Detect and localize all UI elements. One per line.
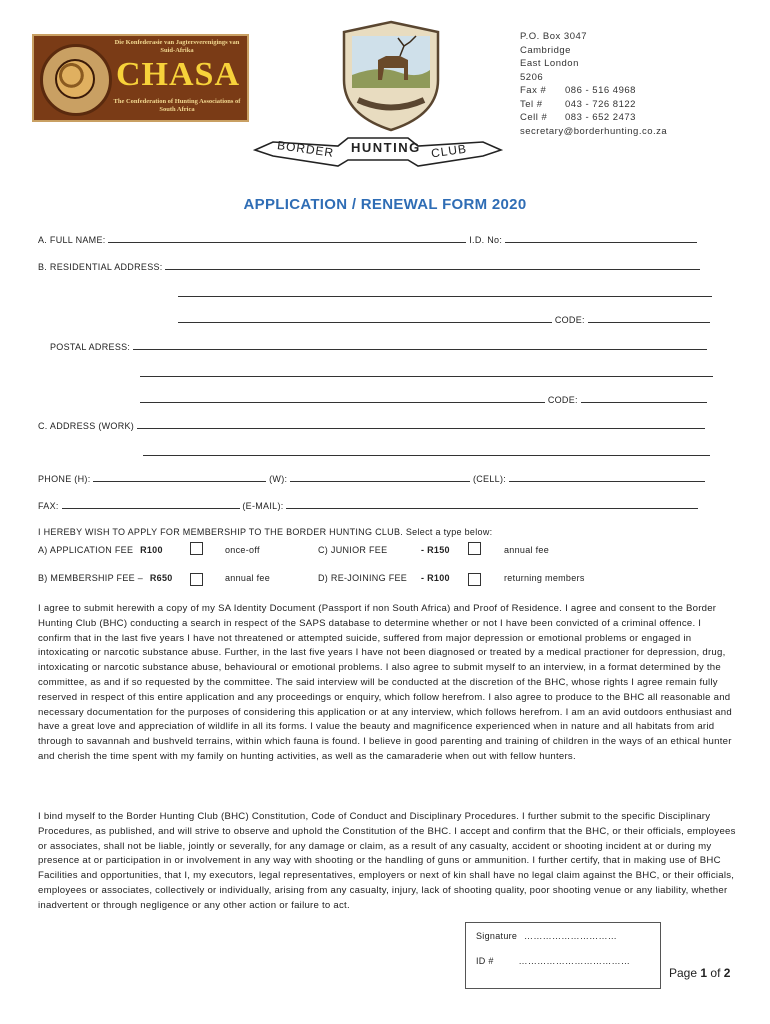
- postal-code-field[interactable]: [581, 393, 707, 403]
- rejoining-fee-checkbox[interactable]: [468, 573, 481, 586]
- full-name-field[interactable]: [108, 233, 466, 243]
- fee-rejoining-note: returning members: [504, 573, 585, 583]
- postcode: 5206: [520, 71, 544, 83]
- fee-membership-label: B) MEMBERSHIP FEE –: [38, 573, 144, 583]
- signature-id-field[interactable]: ………………………………: [518, 956, 631, 966]
- postal-label: POSTAL ADRESS:: [50, 342, 131, 352]
- full-name-label: A. FULL NAME:: [38, 235, 106, 245]
- fee-membership-note: annual fee: [225, 573, 271, 583]
- fax-row: Fax # 086 - 516 4968: [520, 85, 636, 96]
- cell-number: 083 - 652 2473: [565, 112, 636, 123]
- fax-label: FAX:: [38, 501, 59, 511]
- postal-row-3: [140, 393, 707, 405]
- postal-row-2: [140, 367, 713, 379]
- contact-block: [520, 30, 760, 138]
- declaration-paragraph-2: I bind myself to the Border Hunting Club (BHC) Constitution, Code of Conduct and Disciplinary Procedures. I further submit to the specific Disciplinary Procedures, as published, and will strive to observe and uphold the Constitution of the BHC. I accept and confirm that the BHC, or their officials, employees or associates, shall not be liable, jointly or severally, for any damage or claim, as a result of any casualty, accident or shooting incident at or during my presence at or participation in or involvement in any way with shooting or the handling of guns or ammunition. I further certify, that in making use of BHC Facilities and opportunities, that I, my executors, legal representatives, employers or next of kin shall have no legal claim against the BHC, or their officials, employees or associates, collectively or individually, arising from any casualty, injury, lack of shooting quality, poor shooting venue or any liability, whether inadvertent or through negligence or any other action or failure to act.: [38, 811, 736, 911]
- email-link[interactable]: secretary@borderhunting.co.za: [520, 125, 668, 137]
- fee-application-label: A) APPLICATION FEE: [38, 545, 134, 555]
- work-row: [38, 419, 705, 431]
- chasa-logo: [32, 34, 249, 122]
- page-number: Page 1 of 2: [669, 966, 731, 980]
- fee-application: [38, 545, 163, 555]
- signature-field[interactable]: …………………………: [524, 931, 618, 941]
- fee-rejoining: [318, 573, 407, 583]
- phone-home-field[interactable]: [93, 472, 266, 482]
- club-crest: [338, 20, 444, 132]
- postal-code-label: CODE:: [547, 395, 578, 405]
- fee-membership: [38, 573, 173, 583]
- chasa-top-text: Die Konfederasie van Jagtersverenigings van Suid-Afrika: [114, 39, 240, 54]
- leopard-icon: [55, 59, 95, 99]
- postal-field-1[interactable]: [133, 340, 707, 350]
- full-name-row: [38, 233, 697, 245]
- form-title: APPLICATION / RENEWAL FORM 2020: [243, 196, 527, 213]
- po-box: P.O. Box 3047: [520, 31, 588, 42]
- fee-junior-note: annual fee: [504, 545, 550, 555]
- fax-number: 086 - 516 4968: [565, 85, 636, 96]
- work-label: C. ADDRESS (WORK): [38, 421, 135, 431]
- city: Cambridge: [520, 44, 571, 56]
- residential-field-1[interactable]: [165, 260, 700, 270]
- signature-label: Signature: [476, 931, 518, 941]
- club-banner: [253, 132, 503, 172]
- signature-box: [465, 922, 661, 989]
- declaration-paragraph-1: I agree to submit herewith a copy of my SA Identity Document (Passport if non South Africa) and Proof of Residence. I agree and consent to the Border Hunting Club (BHC) conducting a search in respect of the SAPS database to determine whether or not I have been convicted of a criminal offence. I confirm that in the last five years I have not threatened or attempted suicide, suffered from major depression or emotional problems or engaged in intoxicating or narcotic substance abuse. Further, in the last five years I have not been diagnosed or treated by a medical practioner for depression, drug, intoxicating or narcotic substance abuse, behavioural or emotional problems. I also agree to submit myself to an interview, in a format determined by the committee, as and if so requested by the committee. The said interview will be conducted at the discretion of the BHC, whose rights I agree remain fully reserved in respect of this entire application and any proceedings or enquiry, which follow herefrom. I also agree to produce to the BHC all reasonable and necessary documentation for the purposes of considering this application or at any interview, which follows herefrom. I am an avid outdoors enthusiast and have a great love and appreciation of wildlife in all its forms. I value the beauty and magnificence experienced when in nature and all habitats from arid through to savannah and bushveld terrains, within which fauna is found. I believe in good parenting and training of children in the ways of an ethical hunter and cherish the time spent with my family on hunting activities, as well as the camaraderie when out with fellow hunters.: [38, 603, 732, 762]
- fee-junior: [318, 545, 387, 555]
- fee-junior-label: C) JUNIOR FEE: [318, 545, 388, 555]
- work-field-1[interactable]: [137, 419, 705, 429]
- junior-fee-checkbox[interactable]: [468, 542, 481, 555]
- banner-word-border: BORDER: [276, 138, 336, 160]
- fee-rejoining-amount: - R100: [421, 573, 450, 583]
- residential-field-2[interactable]: [178, 287, 712, 297]
- postal-field-3[interactable]: [140, 393, 545, 403]
- residential-row-2: [178, 287, 712, 299]
- residential-label: B. RESIDENTIAL ADDRESS:: [38, 262, 163, 272]
- application-fee-checkbox[interactable]: [190, 542, 203, 555]
- chasa-bottom-text: The Confederation of Hunting Associations of South Africa: [113, 98, 241, 113]
- phone-home-label: PHONE (H):: [38, 474, 91, 484]
- fee-application-amount: R100: [140, 545, 163, 555]
- fee-junior-amount: - R150: [421, 545, 450, 555]
- phone-row: [38, 472, 705, 484]
- residential-field-3[interactable]: [178, 313, 552, 323]
- signature-id-label: ID #: [476, 956, 494, 966]
- phone-cell-field[interactable]: [509, 472, 705, 482]
- id-label: I.D. No:: [469, 235, 503, 245]
- cell-row: Cell # 083 - 652 2473: [520, 112, 636, 123]
- postal-field-2[interactable]: [140, 367, 713, 377]
- fee-rejoining-label: D) RE-JOINING FEE: [318, 573, 408, 583]
- chasa-wordmark: CHASA: [115, 56, 241, 93]
- signature-id-row: [476, 956, 630, 966]
- chasa-seal: [40, 44, 112, 116]
- email-field[interactable]: [286, 499, 698, 509]
- crest-shield-icon: [338, 20, 444, 132]
- signature-row: [476, 931, 617, 941]
- region: East London: [520, 58, 579, 69]
- work-field-2[interactable]: [143, 446, 710, 456]
- work-row-2: [143, 446, 710, 458]
- residential-row: [38, 260, 700, 272]
- residential-row-3: [178, 313, 710, 325]
- residential-code-label: CODE:: [554, 315, 585, 325]
- fee-application-note: once-off: [225, 545, 260, 555]
- apply-statement: I HEREBY WISH TO APPLY FOR MEMBERSHIP TO THE BORDER HUNTING CLUB. Select a type below:: [38, 527, 493, 537]
- email-label: (E-MAIL):: [242, 501, 284, 511]
- membership-fee-checkbox[interactable]: [190, 573, 203, 586]
- fax-field[interactable]: [62, 499, 240, 509]
- phone-work-field[interactable]: [290, 472, 470, 482]
- phone-work-label: (W):: [269, 474, 288, 484]
- residential-code-field[interactable]: [588, 313, 710, 323]
- banner-word-club: CLUB: [430, 141, 468, 161]
- fax-email-row: [38, 499, 698, 511]
- tel-row: Tel # 043 - 726 8122: [520, 98, 636, 110]
- id-number-field[interactable]: [505, 233, 697, 243]
- banner-word-hunting: HUNTING: [351, 140, 421, 155]
- postal-row: [50, 340, 707, 352]
- phone-cell-label: (CELL):: [472, 474, 507, 484]
- tel-number: 043 - 726 8122: [565, 98, 636, 110]
- fee-membership-amount: R650: [149, 573, 173, 583]
